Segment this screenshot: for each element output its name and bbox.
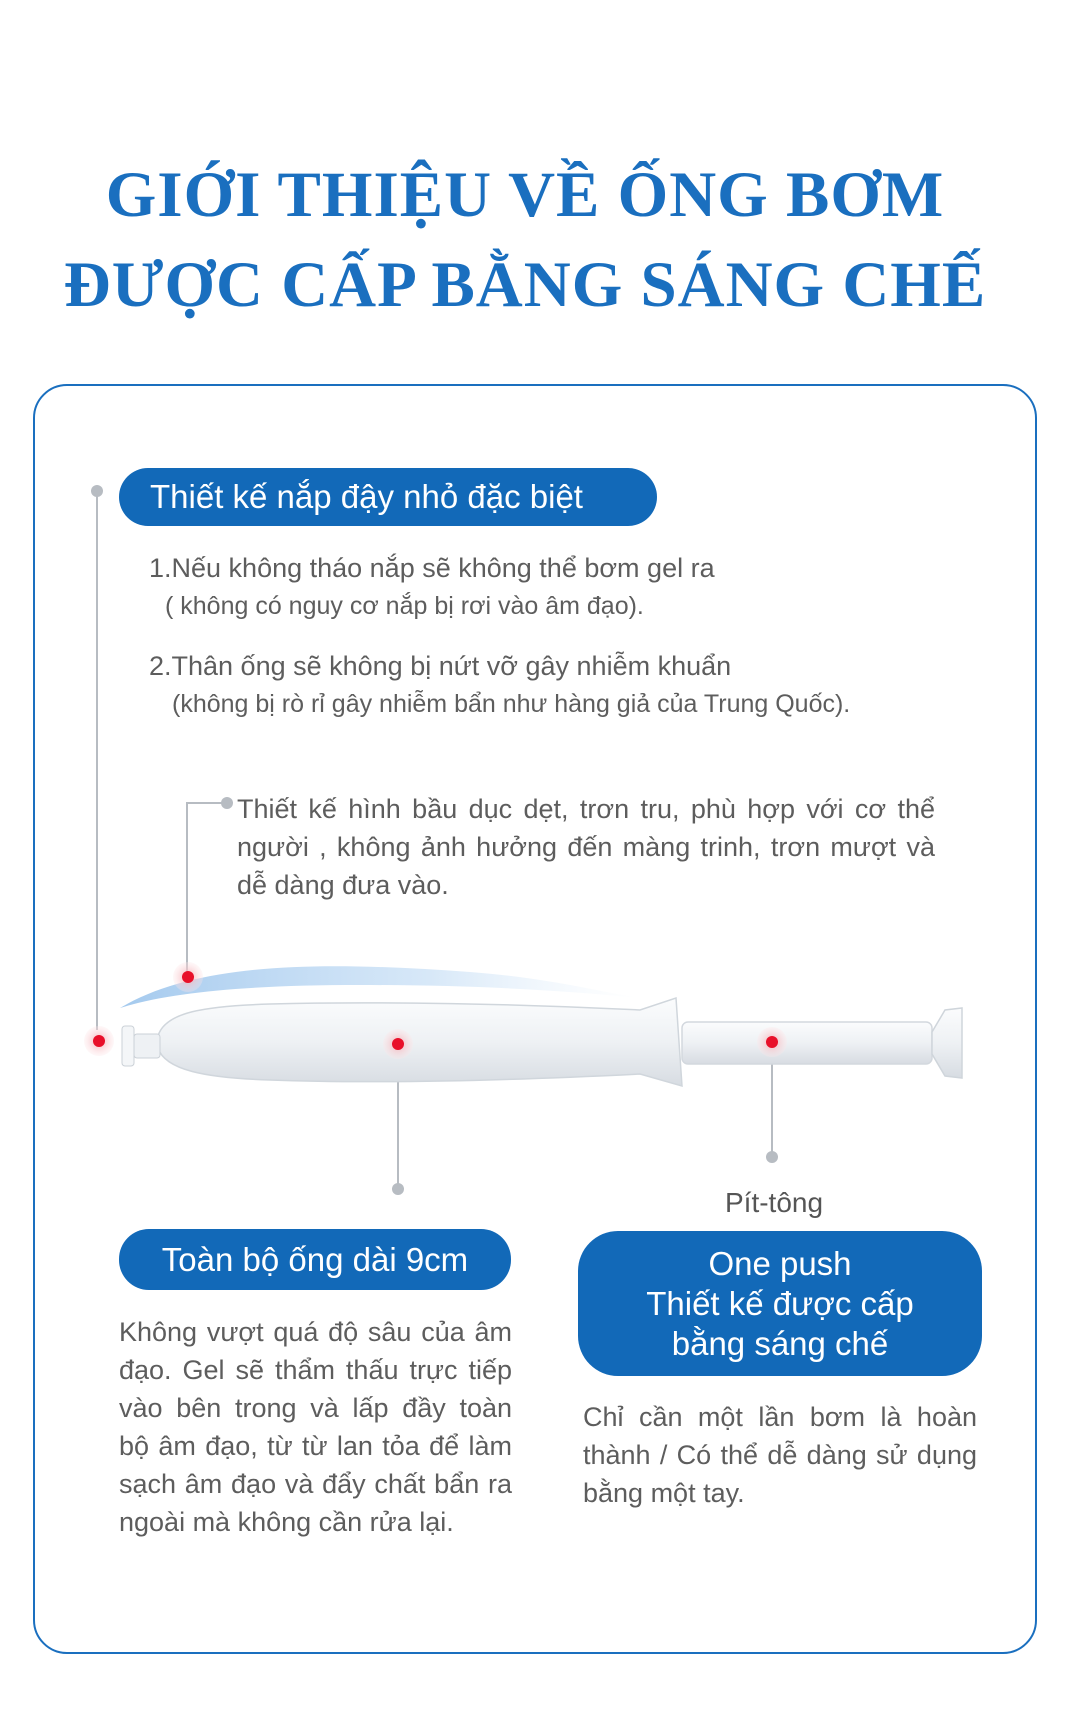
applicator-illustration: [122, 998, 962, 1086]
length-connector-dot: [392, 1183, 404, 1195]
one-push-line-1: One push: [708, 1244, 852, 1282]
length-marker: [392, 1038, 404, 1050]
one-push-badge: [578, 1231, 982, 1376]
one-push-line-2: Thiết kế được cấp: [646, 1284, 914, 1322]
title-line-1: GIỚI THIỆU VỀ ỐNG BƠM: [105, 159, 945, 231]
cap-connector-dot: [91, 485, 103, 497]
piston-marker: [766, 1036, 778, 1048]
cap-point-2-note: (không bị rò rỉ gây nhiễm bẩn như hàng giả của Trung Quốc).: [172, 690, 851, 718]
length-description: Không vượt quá độ sâu của âm đạo. Gel sẽ thẩm thấu trực tiếp vào bên trong và lấp đầy toàn bộ âm đạo, từ từ lan tỏa để làm sạch âm đạo và đẩy chất bẩn ra ngoài mà không cần rửa lại.: [119, 1317, 512, 1537]
shape-description: Thiết kế hình bầu dục dẹt, trơn tru, phù hợp với cơ thể người , không ảnh hưởng đến màng trinh, trơn mượt và dễ dàng đưa vào.: [237, 794, 935, 900]
piston-connector-dot: [766, 1151, 778, 1163]
piston-label: Pít-tông: [725, 1187, 824, 1218]
length-label-badge: Toàn bộ ống dài 9cm: [119, 1229, 511, 1290]
one-push-line-3: bằng sáng chế: [671, 1324, 889, 1362]
cap-label-badge: Thiết kế nắp đậy nhỏ đặc biệt: [119, 468, 657, 526]
one-push-description: Chỉ cần một lần bơm là hoàn thành / Có thể dễ dàng sử dụng bằng một tay.: [583, 1402, 977, 1508]
cap-point-1: 1.Nếu không tháo nắp sẽ không thể bơm gel ra: [149, 553, 715, 583]
shape-marker: [182, 971, 194, 983]
title-line-2: ĐƯỢC CẤP BẰNG SÁNG CHẾ: [63, 249, 987, 321]
cap-point-1-note: ( không có nguy cơ nắp bị rơi vào âm đạo).: [165, 592, 644, 620]
cap-marker: [93, 1035, 105, 1047]
shape-connector-dot: [221, 797, 233, 809]
shape-connector: [187, 803, 224, 977]
cap-point-2: 2.Thân ống sẽ không bị nứt vỡ gây nhiễm khuẩn: [149, 651, 732, 681]
